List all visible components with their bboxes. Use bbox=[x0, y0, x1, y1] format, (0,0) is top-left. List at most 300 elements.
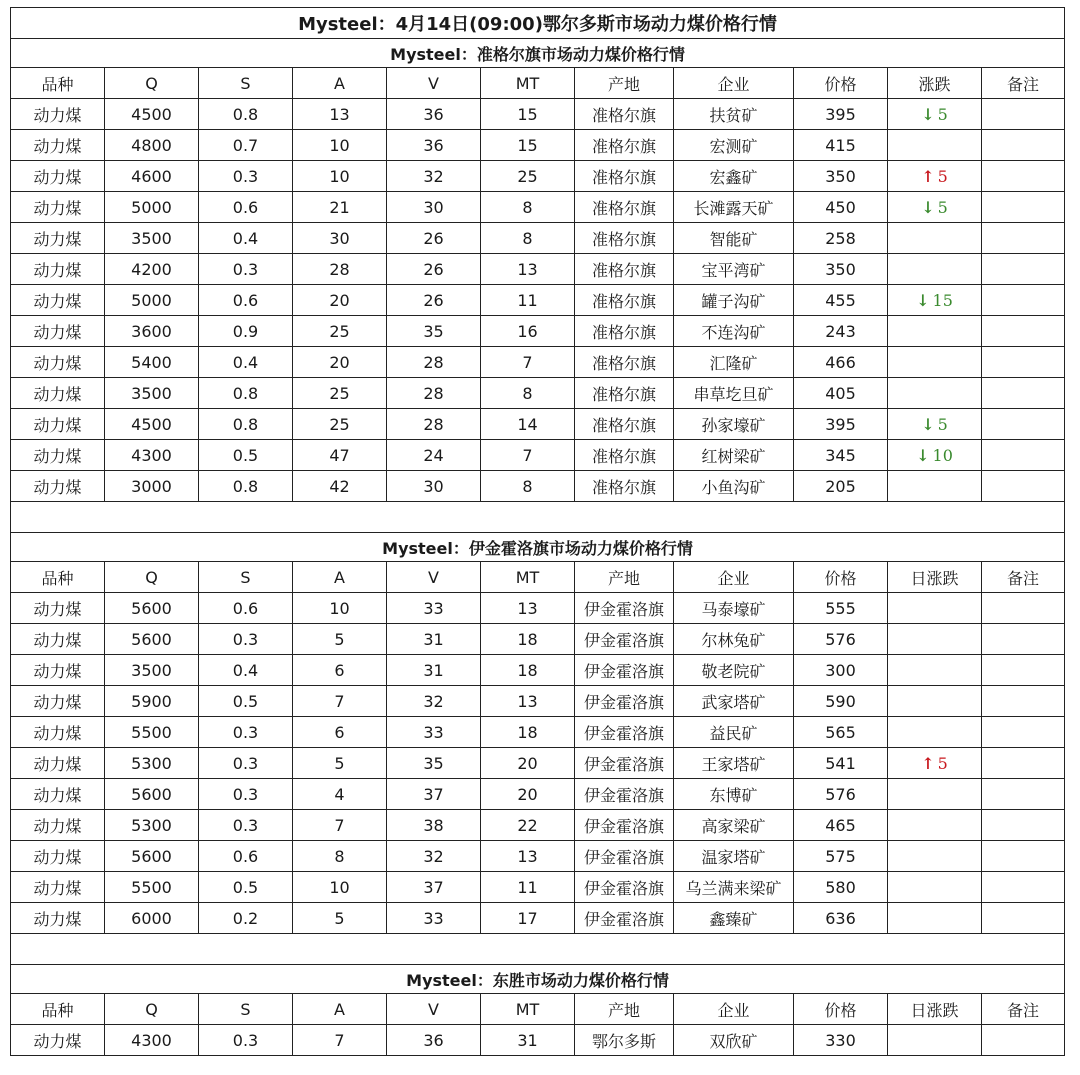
table-row bbox=[11, 1025, 1065, 1056]
table-row bbox=[11, 779, 1065, 810]
price-change-down bbox=[916, 291, 953, 310]
change-value: 5 bbox=[937, 166, 948, 186]
cell-v: 32 bbox=[387, 841, 481, 872]
change-value: 10 bbox=[932, 445, 953, 465]
cell-company: 不连沟矿 bbox=[674, 316, 794, 347]
cell-q: 3500 bbox=[105, 655, 199, 686]
column-header: 价格 bbox=[794, 994, 888, 1025]
cell-change bbox=[888, 130, 982, 161]
cell-s: 0.7 bbox=[199, 130, 293, 161]
table-row bbox=[11, 686, 1065, 717]
main-title: Mysteel：4月14日(09:00)鄂尔多斯市场动力煤价格行情 bbox=[11, 8, 1065, 39]
cell-a: 28 bbox=[293, 254, 387, 285]
cell-a: 10 bbox=[293, 130, 387, 161]
table-row bbox=[11, 378, 1065, 409]
cell-origin: 伊金霍洛旗 bbox=[575, 593, 674, 624]
cell-variety: 动力煤 bbox=[11, 440, 105, 471]
column-header: 产地 bbox=[575, 562, 674, 593]
cell-company: 尔林兔矿 bbox=[674, 624, 794, 655]
column-header: 备注 bbox=[982, 68, 1065, 99]
cell-mt: 11 bbox=[481, 285, 575, 316]
cell-price: 330 bbox=[794, 1025, 888, 1056]
cell-a: 7 bbox=[293, 810, 387, 841]
cell-s: 0.6 bbox=[199, 192, 293, 223]
table-row bbox=[11, 223, 1065, 254]
cell-origin: 准格尔旗 bbox=[575, 99, 674, 130]
cell-s: 0.6 bbox=[199, 593, 293, 624]
cell-s: 0.4 bbox=[199, 655, 293, 686]
column-header: Q bbox=[105, 68, 199, 99]
cell-v: 30 bbox=[387, 192, 481, 223]
cell-mt: 13 bbox=[481, 254, 575, 285]
cell-variety: 动力煤 bbox=[11, 810, 105, 841]
cell-price: 555 bbox=[794, 593, 888, 624]
cell-note bbox=[982, 378, 1065, 409]
cell-q: 4600 bbox=[105, 161, 199, 192]
cell-change bbox=[888, 624, 982, 655]
column-header: S bbox=[199, 562, 293, 593]
cell-a: 47 bbox=[293, 440, 387, 471]
table-row bbox=[11, 593, 1065, 624]
cell-variety: 动力煤 bbox=[11, 254, 105, 285]
column-header: 备注 bbox=[982, 994, 1065, 1025]
cell-mt: 7 bbox=[481, 440, 575, 471]
cell-v: 31 bbox=[387, 624, 481, 655]
cell-note bbox=[982, 285, 1065, 316]
cell-origin: 准格尔旗 bbox=[575, 440, 674, 471]
cell-mt: 17 bbox=[481, 903, 575, 934]
cell-a: 21 bbox=[293, 192, 387, 223]
cell-a: 5 bbox=[293, 748, 387, 779]
cell-company: 东博矿 bbox=[674, 779, 794, 810]
cell-q: 4300 bbox=[105, 440, 199, 471]
section-title: Mysteel：东胜市场动力煤价格行情 bbox=[11, 965, 1065, 994]
cell-s: 0.3 bbox=[199, 254, 293, 285]
column-header: 价格 bbox=[794, 68, 888, 99]
cell-a: 5 bbox=[293, 903, 387, 934]
cell-s: 0.6 bbox=[199, 841, 293, 872]
cell-q: 3500 bbox=[105, 223, 199, 254]
cell-variety: 动力煤 bbox=[11, 130, 105, 161]
column-header: 日涨跌 bbox=[888, 994, 982, 1025]
cell-a: 10 bbox=[293, 161, 387, 192]
column-header: A bbox=[293, 68, 387, 99]
cell-change bbox=[888, 440, 982, 471]
cell-v: 28 bbox=[387, 347, 481, 378]
cell-mt: 8 bbox=[481, 378, 575, 409]
cell-price: 455 bbox=[794, 285, 888, 316]
cell-company: 乌兰满来梁矿 bbox=[674, 872, 794, 903]
cell-mt: 8 bbox=[481, 223, 575, 254]
arrow-down-icon: ↓ bbox=[921, 197, 935, 217]
cell-q: 5500 bbox=[105, 717, 199, 748]
cell-mt: 14 bbox=[481, 409, 575, 440]
cell-note bbox=[982, 903, 1065, 934]
price-change-up bbox=[921, 754, 948, 773]
cell-price: 350 bbox=[794, 161, 888, 192]
cell-price: 243 bbox=[794, 316, 888, 347]
header-row bbox=[11, 562, 1065, 593]
cell-q: 5600 bbox=[105, 593, 199, 624]
cell-company: 双欣矿 bbox=[674, 1025, 794, 1056]
cell-price: 590 bbox=[794, 686, 888, 717]
cell-mt: 13 bbox=[481, 841, 575, 872]
cell-price: 300 bbox=[794, 655, 888, 686]
cell-origin: 鄂尔多斯 bbox=[575, 1025, 674, 1056]
cell-change bbox=[888, 903, 982, 934]
cell-company: 王家塔矿 bbox=[674, 748, 794, 779]
cell-price: 575 bbox=[794, 841, 888, 872]
cell-change bbox=[888, 779, 982, 810]
column-header: 品种 bbox=[11, 994, 105, 1025]
section-gap bbox=[11, 934, 1065, 965]
cell-variety: 动力煤 bbox=[11, 1025, 105, 1056]
cell-company: 宏测矿 bbox=[674, 130, 794, 161]
cell-origin: 伊金霍洛旗 bbox=[575, 872, 674, 903]
section-gap bbox=[11, 502, 1065, 533]
cell-a: 6 bbox=[293, 717, 387, 748]
cell-v: 33 bbox=[387, 903, 481, 934]
change-value: 5 bbox=[937, 753, 948, 773]
cell-mt: 13 bbox=[481, 686, 575, 717]
cell-origin: 伊金霍洛旗 bbox=[575, 841, 674, 872]
column-header: MT bbox=[481, 994, 575, 1025]
cell-v: 35 bbox=[387, 316, 481, 347]
cell-v: 36 bbox=[387, 99, 481, 130]
cell-origin: 准格尔旗 bbox=[575, 409, 674, 440]
column-header: S bbox=[199, 68, 293, 99]
cell-mt: 31 bbox=[481, 1025, 575, 1056]
table-row bbox=[11, 748, 1065, 779]
cell-v: 35 bbox=[387, 748, 481, 779]
cell-variety: 动力煤 bbox=[11, 471, 105, 502]
cell-variety: 动力煤 bbox=[11, 285, 105, 316]
cell-variety: 动力煤 bbox=[11, 378, 105, 409]
cell-mt: 8 bbox=[481, 192, 575, 223]
cell-s: 0.4 bbox=[199, 223, 293, 254]
table-row bbox=[11, 903, 1065, 934]
cell-company: 高家梁矿 bbox=[674, 810, 794, 841]
cell-q: 5600 bbox=[105, 841, 199, 872]
cell-mt: 16 bbox=[481, 316, 575, 347]
cell-origin: 伊金霍洛旗 bbox=[575, 686, 674, 717]
column-header: 企业 bbox=[674, 994, 794, 1025]
cell-note bbox=[982, 99, 1065, 130]
cell-origin: 伊金霍洛旗 bbox=[575, 748, 674, 779]
cell-note bbox=[982, 1025, 1065, 1056]
cell-mt: 18 bbox=[481, 655, 575, 686]
section-title-row bbox=[11, 39, 1065, 68]
column-header: MT bbox=[481, 68, 575, 99]
cell-change bbox=[888, 593, 982, 624]
cell-origin: 准格尔旗 bbox=[575, 161, 674, 192]
cell-company: 马泰壕矿 bbox=[674, 593, 794, 624]
main-title-row bbox=[11, 8, 1065, 39]
arrow-down-icon: ↓ bbox=[916, 290, 930, 310]
cell-v: 31 bbox=[387, 655, 481, 686]
cell-price: 466 bbox=[794, 347, 888, 378]
cell-note bbox=[982, 841, 1065, 872]
cell-q: 3600 bbox=[105, 316, 199, 347]
cell-note bbox=[982, 161, 1065, 192]
table-row bbox=[11, 872, 1065, 903]
cell-s: 0.9 bbox=[199, 316, 293, 347]
cell-price: 345 bbox=[794, 440, 888, 471]
price-sheet bbox=[10, 7, 1064, 1056]
cell-origin: 准格尔旗 bbox=[575, 254, 674, 285]
cell-origin: 伊金霍洛旗 bbox=[575, 779, 674, 810]
table-row bbox=[11, 624, 1065, 655]
arrow-down-icon: ↓ bbox=[921, 414, 935, 434]
table-row bbox=[11, 841, 1065, 872]
cell-change bbox=[888, 686, 982, 717]
cell-v: 33 bbox=[387, 717, 481, 748]
cell-price: 405 bbox=[794, 378, 888, 409]
cell-s: 0.3 bbox=[199, 1025, 293, 1056]
section-title-row bbox=[11, 533, 1065, 562]
cell-company: 温家塔矿 bbox=[674, 841, 794, 872]
cell-variety: 动力煤 bbox=[11, 409, 105, 440]
cell-change bbox=[888, 192, 982, 223]
cell-note bbox=[982, 779, 1065, 810]
column-header: V bbox=[387, 994, 481, 1025]
price-change-down bbox=[921, 105, 948, 124]
cell-variety: 动力煤 bbox=[11, 655, 105, 686]
table-row bbox=[11, 655, 1065, 686]
cell-v: 32 bbox=[387, 686, 481, 717]
cell-v: 26 bbox=[387, 254, 481, 285]
cell-change bbox=[888, 471, 982, 502]
cell-variety: 动力煤 bbox=[11, 593, 105, 624]
arrow-down-icon: ↓ bbox=[916, 445, 930, 465]
section-title: Mysteel：准格尔旗市场动力煤价格行情 bbox=[11, 39, 1065, 68]
cell-mt: 22 bbox=[481, 810, 575, 841]
column-header: 涨跌 bbox=[888, 68, 982, 99]
cell-origin: 准格尔旗 bbox=[575, 471, 674, 502]
cell-note bbox=[982, 686, 1065, 717]
table-row bbox=[11, 810, 1065, 841]
cell-mt: 18 bbox=[481, 624, 575, 655]
cell-variety: 动力煤 bbox=[11, 717, 105, 748]
price-change-up bbox=[921, 167, 948, 186]
cell-price: 576 bbox=[794, 779, 888, 810]
header-row bbox=[11, 68, 1065, 99]
cell-v: 38 bbox=[387, 810, 481, 841]
cell-change bbox=[888, 872, 982, 903]
table-row bbox=[11, 717, 1065, 748]
cell-price: 258 bbox=[794, 223, 888, 254]
cell-note bbox=[982, 624, 1065, 655]
cell-note bbox=[982, 409, 1065, 440]
cell-company: 益民矿 bbox=[674, 717, 794, 748]
cell-s: 0.8 bbox=[199, 471, 293, 502]
price-table bbox=[10, 7, 1065, 1056]
cell-change bbox=[888, 1025, 982, 1056]
cell-note bbox=[982, 130, 1065, 161]
cell-note bbox=[982, 748, 1065, 779]
cell-company: 汇隆矿 bbox=[674, 347, 794, 378]
column-header: MT bbox=[481, 562, 575, 593]
table-row bbox=[11, 316, 1065, 347]
column-header: A bbox=[293, 994, 387, 1025]
column-header: Q bbox=[105, 562, 199, 593]
arrow-up-icon: ↑ bbox=[921, 166, 935, 186]
cell-v: 32 bbox=[387, 161, 481, 192]
cell-variety: 动力煤 bbox=[11, 161, 105, 192]
cell-change bbox=[888, 285, 982, 316]
cell-v: 28 bbox=[387, 378, 481, 409]
cell-mt: 20 bbox=[481, 779, 575, 810]
cell-s: 0.5 bbox=[199, 440, 293, 471]
column-header: A bbox=[293, 562, 387, 593]
column-header: 价格 bbox=[794, 562, 888, 593]
cell-origin: 伊金霍洛旗 bbox=[575, 810, 674, 841]
cell-variety: 动力煤 bbox=[11, 316, 105, 347]
cell-a: 8 bbox=[293, 841, 387, 872]
cell-change bbox=[888, 254, 982, 285]
cell-note bbox=[982, 254, 1065, 285]
cell-origin: 准格尔旗 bbox=[575, 285, 674, 316]
table-row bbox=[11, 409, 1065, 440]
cell-s: 0.3 bbox=[199, 779, 293, 810]
cell-v: 24 bbox=[387, 440, 481, 471]
cell-s: 0.3 bbox=[199, 161, 293, 192]
header-row bbox=[11, 994, 1065, 1025]
cell-note bbox=[982, 655, 1065, 686]
cell-q: 5600 bbox=[105, 624, 199, 655]
cell-change bbox=[888, 161, 982, 192]
cell-origin: 准格尔旗 bbox=[575, 316, 674, 347]
cell-a: 10 bbox=[293, 593, 387, 624]
cell-origin: 准格尔旗 bbox=[575, 223, 674, 254]
table-row bbox=[11, 254, 1065, 285]
cell-mt: 11 bbox=[481, 872, 575, 903]
table-row bbox=[11, 130, 1065, 161]
cell-v: 37 bbox=[387, 872, 481, 903]
price-change-down bbox=[916, 446, 953, 465]
column-header: 日涨跌 bbox=[888, 562, 982, 593]
cell-v: 26 bbox=[387, 285, 481, 316]
cell-change bbox=[888, 717, 982, 748]
cell-company: 长滩露天矿 bbox=[674, 192, 794, 223]
cell-s: 0.8 bbox=[199, 378, 293, 409]
cell-company: 串草圪旦矿 bbox=[674, 378, 794, 409]
cell-price: 465 bbox=[794, 810, 888, 841]
cell-v: 33 bbox=[387, 593, 481, 624]
cell-change bbox=[888, 99, 982, 130]
cell-change bbox=[888, 378, 982, 409]
cell-company: 鑫臻矿 bbox=[674, 903, 794, 934]
cell-origin: 伊金霍洛旗 bbox=[575, 624, 674, 655]
cell-change bbox=[888, 748, 982, 779]
cell-company: 宝平湾矿 bbox=[674, 254, 794, 285]
cell-price: 395 bbox=[794, 409, 888, 440]
cell-note bbox=[982, 872, 1065, 903]
cell-note bbox=[982, 316, 1065, 347]
cell-q: 4300 bbox=[105, 1025, 199, 1056]
column-header: V bbox=[387, 68, 481, 99]
cell-origin: 准格尔旗 bbox=[575, 130, 674, 161]
arrow-up-icon: ↑ bbox=[921, 753, 935, 773]
cell-s: 0.4 bbox=[199, 347, 293, 378]
cell-q: 4500 bbox=[105, 99, 199, 130]
cell-mt: 15 bbox=[481, 130, 575, 161]
cell-v: 36 bbox=[387, 1025, 481, 1056]
cell-price: 450 bbox=[794, 192, 888, 223]
cell-a: 6 bbox=[293, 655, 387, 686]
cell-mt: 25 bbox=[481, 161, 575, 192]
cell-q: 5000 bbox=[105, 285, 199, 316]
cell-q: 3500 bbox=[105, 378, 199, 409]
cell-s: 0.8 bbox=[199, 99, 293, 130]
table-row bbox=[11, 192, 1065, 223]
cell-price: 350 bbox=[794, 254, 888, 285]
column-header: 企业 bbox=[674, 68, 794, 99]
blank-row bbox=[11, 934, 1065, 965]
cell-q: 5300 bbox=[105, 748, 199, 779]
cell-price: 415 bbox=[794, 130, 888, 161]
cell-note bbox=[982, 440, 1065, 471]
cell-price: 205 bbox=[794, 471, 888, 502]
cell-q: 5600 bbox=[105, 779, 199, 810]
cell-q: 5000 bbox=[105, 192, 199, 223]
cell-variety: 动力煤 bbox=[11, 347, 105, 378]
cell-company: 宏鑫矿 bbox=[674, 161, 794, 192]
cell-mt: 13 bbox=[481, 593, 575, 624]
column-header: V bbox=[387, 562, 481, 593]
table-row bbox=[11, 285, 1065, 316]
column-header: 企业 bbox=[674, 562, 794, 593]
cell-q: 4500 bbox=[105, 409, 199, 440]
cell-note bbox=[982, 223, 1065, 254]
cell-mt: 20 bbox=[481, 748, 575, 779]
cell-variety: 动力煤 bbox=[11, 903, 105, 934]
section-title: Mysteel：伊金霍洛旗市场动力煤价格行情 bbox=[11, 533, 1065, 562]
cell-q: 4800 bbox=[105, 130, 199, 161]
cell-a: 7 bbox=[293, 1025, 387, 1056]
cell-q: 3000 bbox=[105, 471, 199, 502]
column-header: 品种 bbox=[11, 562, 105, 593]
column-header: 产地 bbox=[575, 994, 674, 1025]
change-value: 15 bbox=[932, 290, 953, 310]
price-change-down bbox=[921, 198, 948, 217]
cell-origin: 准格尔旗 bbox=[575, 378, 674, 409]
cell-s: 0.3 bbox=[199, 624, 293, 655]
cell-a: 10 bbox=[293, 872, 387, 903]
price-change-down bbox=[921, 415, 948, 434]
column-header: Q bbox=[105, 994, 199, 1025]
cell-v: 30 bbox=[387, 471, 481, 502]
cell-q: 5500 bbox=[105, 872, 199, 903]
cell-company: 敬老院矿 bbox=[674, 655, 794, 686]
change-value: 5 bbox=[937, 414, 948, 434]
cell-company: 小鱼沟矿 bbox=[674, 471, 794, 502]
cell-change bbox=[888, 409, 982, 440]
table-row bbox=[11, 440, 1065, 471]
cell-company: 罐子沟矿 bbox=[674, 285, 794, 316]
cell-a: 25 bbox=[293, 409, 387, 440]
cell-mt: 18 bbox=[481, 717, 575, 748]
cell-origin: 伊金霍洛旗 bbox=[575, 903, 674, 934]
cell-s: 0.3 bbox=[199, 717, 293, 748]
cell-price: 636 bbox=[794, 903, 888, 934]
column-header: S bbox=[199, 994, 293, 1025]
cell-company: 扶贫矿 bbox=[674, 99, 794, 130]
cell-note bbox=[982, 810, 1065, 841]
cell-s: 0.5 bbox=[199, 872, 293, 903]
cell-variety: 动力煤 bbox=[11, 748, 105, 779]
cell-variety: 动力煤 bbox=[11, 841, 105, 872]
